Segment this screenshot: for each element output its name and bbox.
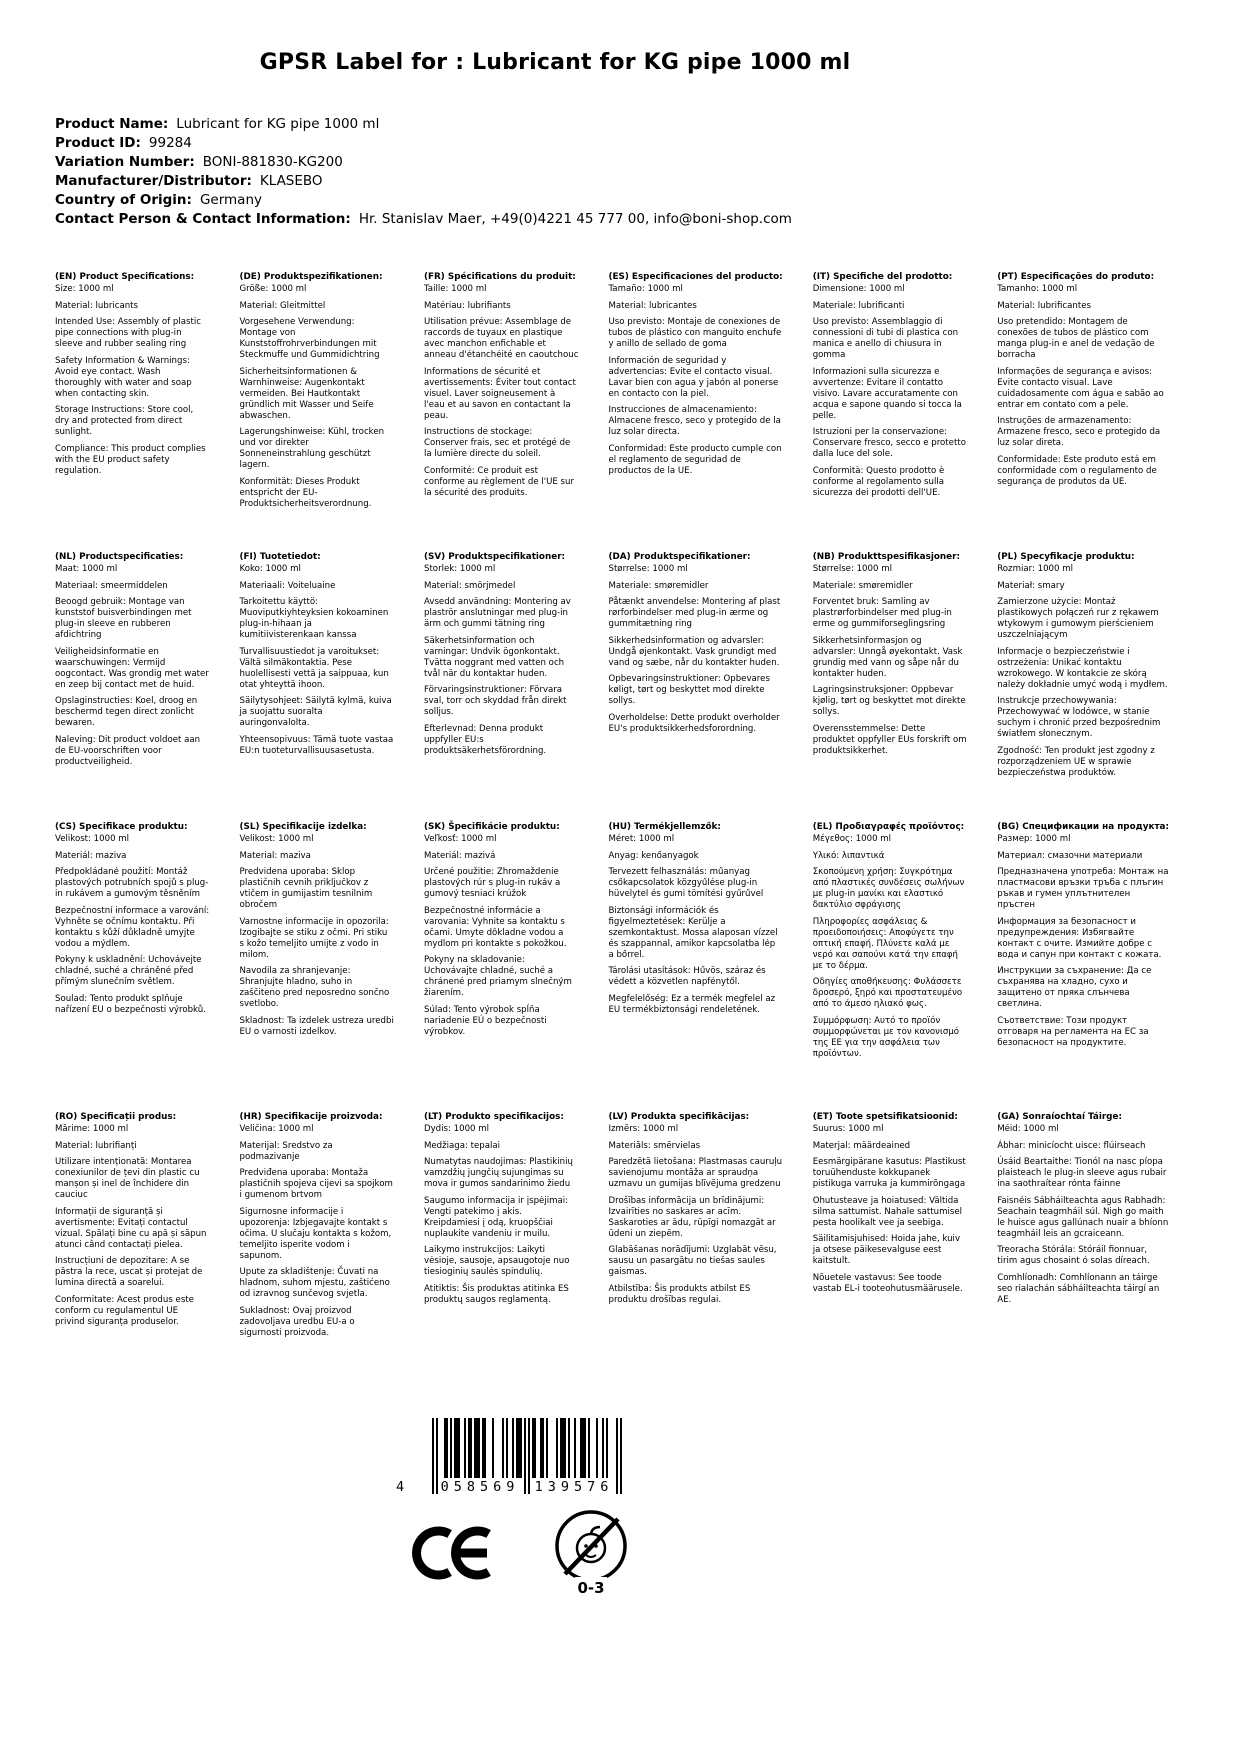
spec-header: (DA) Produktspecifikationer: [608,552,751,562]
product-info-label: Product ID: [55,135,141,151]
spec-size-line: Maat: 1000 ml [55,564,118,574]
ce-mark-icon [410,1522,500,1584]
spec-compliance: Efterlevnad: Denna produkt uppfyller EU:s produktsäkerhetsförordning. [423,723,547,756]
spec-storage-instructions: Laikymo instrukcijos: Laikyti vėsioje, sausoje, apsaugotoje nuo tiesioginių saulės spindulių. [423,1245,570,1277]
age-warning-0-3 [552,1506,630,1604]
spec-material-line: Matériau: lubrifiants [423,300,511,311]
spec-size-line: Suurus: 1000 ml [812,1124,884,1134]
spec-intended-use: Úsáid Beartaithe: Tionól na nasc píopa plaisteach le plug-in sleeve agus rubair ina saothraítear rónta fáinne [997,1157,1167,1189]
spec-header: (FI) Tuotetiedot: [239,552,321,562]
spec-safety-warnings: Bezpečnostní informace a varování: Vyhněte se očnímu kontaktu. Při kontaktu s kůží důkladně umyjte vodou a mýdlem. [55,905,210,949]
spec-size-line: Velikost: 1000 ml [239,834,314,844]
spec-intended-use: Intended Use: Assembly of plastic pipe connections with plug-in sleeve and rubber sealing ring [55,317,201,349]
language-spec-block [55,822,227,1112]
spec-storage-instructions: Glabāšanas norādījumi: Uzglabāt vēsu, sausu un pasargātu no tiešas saules gaismas. [608,1245,777,1277]
spec-intended-use: Påtænkt anvendelse: Montering af plast rørforbindelser med plug-in ærme og gummitætning ring [608,597,781,629]
language-spec-block [813,1112,986,1344]
ean13-barcode [396,1418,622,1498]
spec-size-line: Größe: 1000 ml [239,284,307,294]
spec-intended-use: Predviđena uporaba: Montaža plastičnih spojeva cijevi sa spojkom i gumenom brtvom [239,1168,393,1200]
language-spec-block [608,1112,800,1344]
spec-intended-use: Zamierzone użycie: Montaż plastikowych połączeń rur z rękawem wtykowym i gumowym pierścieniem uszczelniającym [997,597,1159,640]
spec-intended-use: Utilisation prévue: Assemblage de raccords de tuyaux en plastique avec manchon enfichable et anneau d'étanchéité en caoutchouc [423,317,579,360]
spec-safety-warnings: Ohutusteave ja hoiatused: Vältida silma sattumist. Nahale sattumisel pesta hoolikalt vee ja seebiga. [812,1195,962,1228]
spec-size-line: Storlek: 1000 ml [423,564,496,574]
spec-storage-instructions: Инструкции за съхранение: Да се съхранява на хладно, сухо и защитено от пряка слънчева светлина. [997,966,1152,1009]
spec-compliance: Megfelelőség: Ez a termék megfelel az EU termékbiztonsági rendeletének. [608,993,776,1015]
language-spec-block [813,822,986,1112]
spec-compliance: Súlad: Tento výrobok spĺňa nariadenie EÚ o bezpečnosti výrobkov. [423,1004,547,1037]
spec-intended-use: Předpokládané použití: Montáž plastových potrubních spojů s plug-in rukávem a gumovým těsněním [55,867,209,899]
spec-safety-warnings: Sigurnosne informacije i upozorenja: Izbjegavajte kontakt s očima. U slučaju kontakta s kožom, temeljito isperite vodom i sapunom. [239,1206,392,1261]
language-spec-block [608,822,800,1112]
language-spec-block [239,822,412,1112]
spec-safety-warnings: Informacje o bezpieczeństwie i ostrzeżenia: Unikać kontaktu wzrokowego. W kontakcie ze skórą należy dokładnie umyć wodą i mydłem. [997,646,1168,690]
spec-compliance: Συμμόρφωση: Αυτό το προϊόν συμμορφώνεται με τον κανονισμό της ΕΕ για την ασφάλεια των προϊόντων. [812,1015,960,1059]
spec-safety-warnings: Biztonsági információk és figyelmeztetések: Kerülje a szemkontaktust. Mossa alaposan vízzel és szappannal, amikor kapcsolatba lép a bőrrel. [608,905,778,960]
spec-header: (IT) Specifiche del prodotto: [812,272,953,282]
spec-size-line: Taille: 1000 ml [423,284,487,294]
spec-header: (FR) Spécifications du produit: [423,272,576,282]
spec-compliance: Zgodność: Ten produkt jest zgodny z rozporządzeniem UE w sprawie bezpieczeństwa produktów. [997,745,1155,778]
product-info-line [55,135,1055,151]
spec-intended-use: Tarkoitettu käyttö: Muoviputkiyhteyksien kokoaminen plug-in-hihaan ja kumitiivisterenkaan kanssa [239,597,389,640]
spec-material-line: Materiaali: Voiteluaine [239,580,336,591]
product-info-value: Hr. Stanislav Maer, +49(0)4221 45 777 00, info@boni-shop.com [358,211,792,227]
spec-material-line: Material: lubrifianți [55,1140,137,1151]
product-info-label: Manufacturer/Distributor: [55,173,252,189]
ce-mark [410,1522,500,1588]
page-title: GPSR Label for : Lubricant for KG pipe 1000 ml [259,50,851,75]
spec-size-line: Méret: 1000 ml [608,834,675,844]
product-info-label: Product Name: [55,116,169,132]
spec-compliance: Overensstemmelse: Dette produktet oppfyller EUs forskrift om produktsikkerhet. [812,723,967,756]
spec-header: (HU) Termékjellemzők: [608,822,721,832]
language-spec-block [813,272,986,552]
spec-material-line: Material: Gleitmittel [239,300,326,311]
spec-header: (SV) Produktspecifikationer: [423,552,566,562]
spec-size-line: Størrelse: 1000 ml [812,564,892,574]
spec-material-line: Materiale: smøremidler [608,580,709,591]
spec-intended-use: Uso previsto: Assemblaggio di connessioni di tubi di plastica con manica e anello di chiusura in gomma [812,317,959,360]
spec-intended-use: Avsedd användning: Montering av plaströr anslutningar med plug-in ärm och gummi tätning ring [423,597,571,629]
product-info-line [55,154,1055,170]
language-spec-block [55,552,227,822]
spec-storage-instructions: Treoracha Stórála: Stóráil fionnuar, tirim agus chosaint ó solas díreach. [997,1245,1150,1266]
language-spec-block [239,272,412,552]
spec-header: (BG) Спецификации на продукта: [997,822,1169,832]
spec-storage-instructions: Opslaginstructies: Koel, droog en beschermd tegen direct zonlicht bewaren. [55,696,198,728]
spec-material-line: Ábhar: minicíocht uisce: flúirseach [997,1140,1146,1151]
spec-intended-use: Predvidena uporaba: Sklop plastičnih cevnih priključkov z vtičem in gumijastim tesnilnim obročem [239,867,373,910]
product-info-block [55,116,1055,230]
spec-compliance: Atitiktis: Šis produktas atitinka ES produktų saugos reglamentą. [423,1283,569,1305]
product-info-line [55,192,1055,208]
spec-size-line: Tamaño: 1000 ml [608,284,683,294]
spec-compliance: Nõuetele vastavus: See toode vastab EL-i tooteohutusmäärusele. [812,1272,963,1294]
spec-safety-warnings: Informazioni sulla sicurezza e avvertenze: Evitare il contatto visivo. Lavare accuratamente con acqua e sapone quando si tocca la pelle. [812,366,962,421]
spec-storage-instructions: Instrucțiuni de depozitare: A se păstra la rece, uscat și protejat de lumina directă a soarelui. [55,1256,203,1288]
spec-safety-warnings: Faisnéis Sábháilteachta agus Rabhadh: Seachain teagmháil súl. Nigh go maith le huisce agus gallúnach nuair a bhíonn teagmháil leis an gcraiceann. [997,1195,1169,1239]
language-spec-block [997,1112,1187,1344]
spec-header: (NL) Productspecificaties: [55,552,184,562]
spec-header: (HR) Specifikacije proizvoda: [239,1112,383,1122]
spec-size-line: Размер: 1000 ml [997,834,1071,844]
spec-safety-warnings: Informações de segurança e avisos: Evite contacto visual. Lave cuidadosamente com água e sabão ao entrar em contato com a pele. [997,366,1164,410]
spec-safety-warnings: Turvallisuustiedot ja varoitukset: Vältä silmäkontaktia. Pese huolellisesti vettä ja saippuaa, kun otat yhteyttä ihoon. [239,646,389,690]
spec-compliance: Conformité: Ce produit est conforme au règlement de l'UE sur la sécurité des produits. [423,465,575,498]
spec-storage-instructions: Instructions de stockage: Conserver frais, sec et protégé de la lumière directe du soleil. [423,427,571,459]
spec-header: (ET) Toote spetsifikatsioonid: [812,1112,958,1122]
product-info-line [55,116,1055,132]
spec-material-line: Material: maziva [239,850,311,861]
spec-compliance: Atbilstība: Šis produkts atbilst ES produktu drošības regulai. [608,1283,751,1305]
spec-size-line: Mărime: 1000 ml [55,1124,129,1134]
spec-header: (PT) Especificações do produto: [997,272,1155,282]
spec-compliance: Comhlíonadh: Comhlíonann an táirge seo rialachán sábháilteachta táirgí an AE. [997,1272,1160,1305]
spec-header: (EN) Product Specifications: [55,272,195,282]
spec-safety-warnings: Safety Information & Warnings: Avoid eye contact. Wash thoroughly with water and soap when contacting skin. [55,355,192,399]
spec-compliance: Sukladnost: Ovaj proizvod zadovoljava uredbu EU-a o sigurnosti proizvoda. [239,1305,355,1338]
language-spec-block [55,1112,227,1344]
product-info-value: 99284 [148,135,192,151]
spec-size-line: Size: 1000 ml [55,284,114,294]
language-spec-block [55,272,227,552]
spec-intended-use: Uso previsto: Montaje de conexiones de tubos de plástico con manguito enchufe y anillo de sellado de goma [608,317,782,349]
spec-storage-instructions: Storage Instructions: Store cool, dry and protected from direct sunlight. [55,405,194,437]
age-warning-label: 0-3 [577,1579,605,1597]
spec-safety-warnings: Saugumo informacija ir įspėjimai: Vengti patekimo į akis. Kreipdamiesi į odą, kruopščiai nuplaukite vandeniu ir muilu. [423,1195,569,1239]
spec-safety-warnings: Sikkerhetsinformasjon og advarsler: Unngå øyekontakt. Vask grundig med vann og såpe når du kontakter huden. [812,635,963,679]
spec-compliance: Soulad: Tento produkt splňuje nařízení EU o bezpečnosti výrobků. [55,993,206,1015]
spec-material-line: Materiał: smary [997,580,1065,591]
spec-material-line: Materiale: lubrificanti [812,300,905,311]
spec-compliance: Conformidade: Este produto está em conformidade com o regulamento de segurança de produtos da UE. [997,454,1157,487]
spec-storage-instructions: Instruções de armazenamento: Armazene fresco, seco e protegido da luz solar direta. [997,416,1161,448]
language-spec-block [813,552,986,822]
language-spec-block [608,272,800,552]
spec-size-line: Μέγεθος: 1000 ml [812,834,892,844]
spec-material-line: Material: lubrificantes [997,300,1091,311]
product-info-value: KLASEBO [259,173,323,189]
spec-safety-warnings: Drošības informācija un brīdinājumi: Izvairīties no saskares ar acīm. Saskaroties ar ādu, rūpīgi nomazgāt ar ūdeni un ziepēm. [608,1195,776,1239]
spec-safety-warnings: Informații de siguranță și avertismente: Evitați contactul vizual. Spălați bine cu apă și săpun atunci când contactați pielea. [55,1206,207,1250]
spec-size-line: Veľkosť: 1000 ml [423,834,497,844]
spec-material-line: Material: lubricantes [608,300,697,311]
spec-storage-instructions: Tárolási utasítások: Hűvös, száraz és védett a közvetlen napfénytől. [608,966,766,987]
spec-material-line: Material: smörjmedel [423,580,516,591]
spec-size-line: Størrelse: 1000 ml [608,564,688,574]
spec-storage-instructions: Istruzioni per la conservazione: Conservare fresco, secco e protetto dalla luce del sole. [812,427,966,459]
spec-storage-instructions: Säilytysohjeet: Säilytä kylmä, kuiva ja suojattu suoralta auringonvalolta. [239,696,392,728]
spec-material-line: Материал: смазочни материали [997,850,1143,861]
spec-intended-use: Beoogd gebruik: Montage van kunststof buisverbindingen met plug-in sleeve en rubberen afdichtring [55,597,192,640]
spec-size-line: Izmērs: 1000 ml [608,1124,679,1134]
spec-header: (EL) Προδιαγραφές προϊόντος: [812,822,965,832]
spec-intended-use: Предназначена употреба: Монтаж на пластмасови връзки тръба с плъгин ръкав и гумен уплътнителен пръстен [997,867,1169,910]
spec-compliance: Naleving: Dit product voldoet aan de EU-voorschriften voor productveiligheid. [55,734,201,767]
spec-size-line: Méid: 1000 ml [997,1124,1059,1134]
spec-compliance: Conformidad: Este producto cumple con el reglamento de seguridad de productos de la UE. [608,443,782,476]
spec-intended-use: Numatytas naudojimas: Plastikinių vamzdžių jungčių sujungimas su mova ir gumos sandarinimo žiedu [423,1157,573,1189]
spec-header: (RO) Specificații produs: [55,1112,177,1122]
spec-intended-use: Utilizare intenționată: Montarea conexiunilor de țevi din plastic cu manșon și inel de închidere din cauciuc [55,1157,200,1200]
spec-size-line: Dimensione: 1000 ml [812,284,905,294]
spec-material-line: Materiaal: smeermiddelen [55,580,168,591]
spec-storage-instructions: Lagerungshinweise: Kühl, trocken und vor direkter Sonneneinstrahlung geschützt lagern. [239,427,385,470]
spec-material-line: Materiál: mazivá [423,850,496,861]
spec-safety-warnings: Информация за безопасност и предупреждения: Избягвайте контакт с очите. Измийте добре с вода и сапун при контакт с кожата. [997,916,1162,960]
spec-intended-use: Uso pretendido: Montagem de conexões de tubos de plástico com manga plug-in e anel de vedação de borracha [997,317,1155,360]
spec-compliance: Konformität: Dieses Produkt entspricht der EU-Produktsicherheitsverordnung. [239,476,372,509]
spec-header: (PL) Specyfikacje produktu: [997,552,1135,562]
spec-compliance: Compliance: This product complies with the EU product safety regulation. [55,443,206,476]
spec-size-line: Velikost: 1000 ml [55,834,130,844]
barcode-left-group: 058569 [440,1479,520,1495]
spec-material-line: Materiāls: smērvielas [608,1140,701,1151]
barcode-first-digit: 4 [396,1479,405,1495]
spec-safety-warnings: Sikkerhedsinformation og advarsler: Undgå øjenkontakt. Vask grundigt med vand og sæbe, når du kontakter huden. [608,635,780,668]
spec-material-line: Υλικό: λιπαντικά [812,850,885,861]
barcode-right-group: 139576 [534,1479,614,1495]
spec-storage-instructions: Upute za skladištenje: Čuvati na hladnom, suhom mjestu, zaštićeno od izravnog sunčevog svjetla. [239,1267,390,1299]
product-info-value: Germany [199,192,262,208]
spec-material-line: Materiale: smøremidler [812,580,913,591]
spec-size-line: Dydis: 1000 ml [423,1124,489,1134]
spec-header: (CS) Specifikace produktu: [55,822,188,832]
product-info-label: Variation Number: [55,154,195,170]
product-info-line [55,211,1055,227]
spec-storage-instructions: Lagringsinstruksjoner: Oppbevar kjølig, tørt og beskyttet mot direkte sollys. [812,685,966,717]
spec-storage-instructions: Instrucciones de almacenamiento: Almacene fresco, seco y protegido de la luz solar directa. [608,405,781,437]
spec-header: (SK) Špecifikácie produktu: [423,822,560,832]
spec-material-line: Materijal: Sredstvo za podmazivanje [239,1140,333,1162]
spec-size-line: Koko: 1000 ml [239,564,301,574]
barcode-digits [396,1478,622,1496]
spec-size-line: Tamanho: 1000 ml [997,284,1078,294]
spec-compliance: Conformitate: Acest produs este conform cu regulamentul UE privind siguranța produselor. [55,1294,194,1327]
language-specs-grid [55,272,1187,1344]
language-spec-block [997,552,1187,822]
spec-storage-instructions: Opbevaringsinstruktioner: Opbevares køligt, tørt og beskyttet mod direkte sollys. [608,674,770,706]
product-info-label: Country of Origin: [55,192,192,208]
product-info-label: Contact Person & Contact Information: [55,211,351,227]
language-spec-block [608,552,800,822]
spec-header: (SL) Specifikacije izdelka: [239,822,367,832]
spec-size-line: Rozmiar: 1000 ml [997,564,1073,574]
spec-intended-use: Paredzētā lietošana: Plastmasas cauruļu savienojumu montāža ar spraudņa uzmavu un gumijas blīvējuma gredzenu [608,1157,783,1189]
spec-safety-warnings: Bezpečnostné informácie a varovania: Vyhnite sa kontaktu s očami. Umyte dôkladne vodou a mydlom pri kontakte s pokožkou. [423,905,567,949]
spec-safety-warnings: Informations de sécurité et avertissements: Éviter tout contact visuel. Laver soigneusement à l'eau et au savon en contactant la peau. [423,366,576,421]
spec-intended-use: Σκοπούμενη χρήση: Συγκρότημα από πλαστικές συνδέσεις σωλήνων με plug-in μανίκι και ελαστικό δακτύλιο σφράγισης [812,867,965,910]
spec-header: (GA) Sonraíochtaí Táirge: [997,1112,1122,1122]
language-spec-block [424,822,597,1112]
spec-material-line: Materiál: maziva [55,850,127,861]
language-spec-block [997,272,1187,552]
spec-safety-warnings: Säkerhetsinformation och varningar: Undvik ögonkontakt. Tvätta noggrant med vatten och tvål när du kontaktar huden. [423,635,565,679]
language-spec-block [424,272,597,552]
spec-storage-instructions: Förvaringsinstruktioner: Förvara sval, torr och skyddad från direkt solljus. [423,685,567,717]
spec-compliance: Skladnost: Ta izdelek ustreza uredbi EU o varnosti izdelkov. [239,1015,394,1037]
spec-compliance: Conformità: Questo prodotto è conforme al regolamento sulla sicurezza dei prodotti dell'UE. [812,465,945,498]
spec-material-line: Materjal: määrdeained [812,1140,911,1151]
spec-compliance: Overholdelse: Dette produkt overholder EU's produktsikkerhedsforordning. [608,712,780,734]
spec-intended-use: Eesmärgipärane kasutus: Plastikust toruühenduste kokkupanek pistikuga varruka ja kummirõngaga [812,1157,966,1189]
spec-compliance: Yhteensopivuus: Tämä tuote vastaa EU:n tuoteturvallisuusasetusta. [239,734,394,756]
spec-safety-warnings: Varnostne informacije in opozorila: Izogibajte se stiku z očmi. Pri stiku s kožo temeljito umijte z vodo in milom. [239,916,389,960]
spec-safety-warnings: Πληροφορίες ασφάλειας & προειδοποιήσεις: Αποφύγετε την οπτική επαφή. Πλύνετε καλά με νερό και σαπούνι κατά την επαφή με το δέρμα. [812,916,958,971]
spec-header: (LV) Produkta specifikācijas: [608,1112,750,1122]
spec-header: (ES) Especificaciones del producto: [608,272,783,282]
spec-intended-use: Forventet bruk: Samling av plastrørforbindelser med plug-in erme og gummiforseglingsring [812,597,952,629]
language-spec-block [239,1112,412,1344]
spec-material-line: Medžiaga: tepalai [423,1140,501,1151]
spec-safety-warnings: Veiligheidsinformatie en waarschuwingen: Vermijd oogcontact. Was grondig met water en zeep bij contact met de huid. [55,646,209,690]
spec-safety-warnings: Información de seguridad y advertencias: Evite el contacto visual. Lavar bien con agua y jabón al ponerse en contacto con la piel. [608,355,779,399]
spec-storage-instructions: Pokyny na skladovanie: Uchovávajte chladné, suché a chránené pred priamym slnečným žiarením. [423,955,572,998]
spec-storage-instructions: Οδηγίες αποθήκευσης: Φυλάσσετε δροσερό, ξηρό και προστατευμένο από το άμεσο ηλιακό φως. [812,977,963,1009]
spec-material-line: Anyag: kenőanyagok [608,850,699,861]
spec-intended-use: Určené použitie: Zhromaždenie plastových rúr s plug-in rukáv a gumový tesniaci krúžok [423,867,561,899]
spec-header: (DE) Produktspezifikationen: [239,272,383,282]
language-spec-block [239,552,412,822]
spec-header: (NB) Produkttspesifikasjoner: [812,552,960,562]
language-spec-block [997,822,1187,1112]
age-warning-icon [552,1506,630,1600]
spec-intended-use: Vorgesehene Verwendung: Montage von Kunststoffrohrverbindungen mit Steckmuffe und Gummidichtring [239,317,380,360]
spec-material-line: Material: lubricants [55,300,139,311]
spec-storage-instructions: Säilitamisjuhised: Hoida jahe, kuiv ja otsese päikesevalguse eest kaitstult. [812,1234,961,1266]
spec-compliance: Съответствие: Този продукт отговаря на регламента на ЕС за безопасност на продуктите. [997,1015,1149,1048]
product-info-value: BONI-881830-KG200 [202,154,343,170]
spec-size-line: Veličina: 1000 ml [239,1124,314,1134]
spec-storage-instructions: Pokyny k uskladnění: Uchovávejte chladné, suché a chráněné před přímým slunečním světlem. [55,955,202,987]
spec-storage-instructions: Navodila za shranjevanje: Shranjujte hladno, suho in zaščiteno pred neposredno sončno svetlobo. [239,966,390,1009]
spec-header: (LT) Produkto specifikacijos: [423,1112,564,1122]
language-spec-block [424,552,597,822]
spec-safety-warnings: Sicherheitsinformationen & Warnhinweise: Augenkontakt vermeiden. Bei Hautkontakt gründlich mit Wasser und Seife abwaschen. [239,366,374,421]
spec-intended-use: Tervezett felhasználás: műanyag csőkapcsolatok közgyűlése plug-in hüvelytel és gumi tömítési gyűrűvel [608,867,764,899]
language-spec-block [424,1112,597,1344]
product-info-line [55,173,1055,189]
product-info-value: Lubricant for KG pipe 1000 ml [176,116,380,132]
spec-storage-instructions: Instrukcje przechowywania: Przechowywać w lodówce, w stanie suchym i chronić przed bezpośrednim światłem słonecznym. [997,696,1161,739]
